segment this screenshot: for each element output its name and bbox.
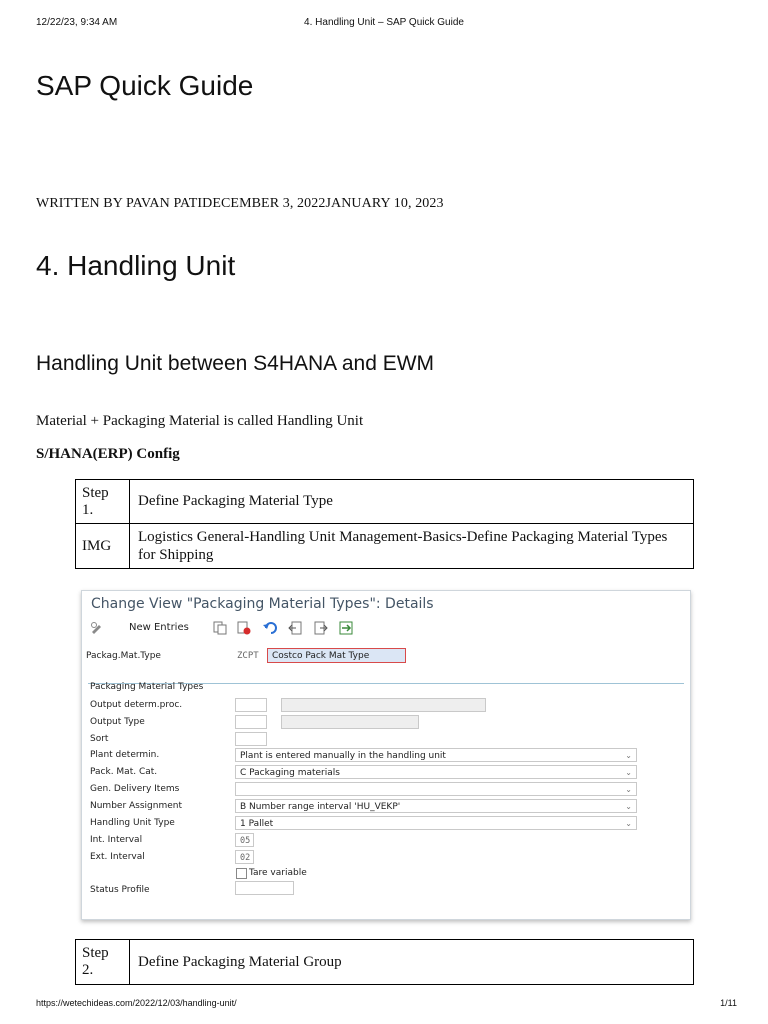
field-label: Int. Interval [90,835,143,845]
number-assignment-select[interactable] [235,799,637,813]
pack-mat-cat-select[interactable] [235,765,637,779]
chevron-down-icon: ⌄ [625,819,632,828]
handling-unit-type-select[interactable] [235,816,637,830]
output-type-desc [281,715,419,729]
img-label-cell: IMG [76,524,130,569]
sort-field[interactable] [235,732,267,746]
copy-icon[interactable] [213,621,227,635]
field-label: Ext. Interval [90,852,145,862]
pack-mat-cat-value: C Packaging materials [240,768,340,778]
sap-toolbar [82,618,690,640]
print-page-number: 1/11 [720,998,737,1008]
chevron-down-icon: ⌄ [625,751,632,760]
new-entries-button[interactable]: New Entries [129,622,189,633]
field-label: Plant determin. [90,750,160,760]
group-title: Packaging Material Types [90,682,204,692]
gen-delivery-items-select[interactable] [235,782,637,796]
output-type-field[interactable] [235,715,267,729]
previous-entry-icon[interactable] [288,621,302,635]
status-profile-field[interactable] [235,881,294,895]
field-label: Gen. Delivery Items [90,784,180,794]
chevron-down-icon: ⌄ [625,802,632,811]
site-title[interactable]: SAP Quick Guide [36,70,254,101]
field-label: Output determ.proc. [90,700,183,710]
field-label: Handling Unit Type [90,818,175,828]
packag-mat-type-desc-field[interactable]: Costco Pack Mat Type [267,648,406,663]
output-determ-proc-desc [281,698,486,712]
step-description-cell: Define Packaging Material Group [130,940,694,985]
field-label: Output Type [90,717,145,727]
img-path-cell: Logistics General-Handling Unit Management-Basics-Define Packaging Material Types for Shipping [130,524,694,569]
print-datetime: 12/22/23, 9:34 AM [36,17,118,28]
step2-table [75,939,694,985]
intro-paragraph: Material + Packaging Material is called Handling Unit [36,413,364,429]
packag-mat-type-code: ZCPT [237,651,259,661]
next-entry-icon[interactable] [314,621,328,635]
table-row [76,480,694,524]
field-label: Number Assignment [90,801,183,811]
tare-variable-checkbox[interactable] [236,868,247,879]
plant-determin-select[interactable] [235,748,637,762]
output-determ-proc-field[interactable] [235,698,267,712]
step-number-cell: Step 2. [76,940,130,985]
config-heading: S/HANA(ERP) Config [36,446,180,462]
section-heading: Handling Unit between S4HANA and EWM [36,352,435,375]
field-label: Sort [90,734,109,744]
transport-icon[interactable] [339,621,353,635]
table-row [76,524,694,569]
packag-mat-type-label: Packag.Mat.Type [86,651,161,661]
chevron-down-icon: ⌄ [625,785,632,794]
plant-determin-value: Plant is entered manually in the handling unit [240,751,446,761]
print-page-title: 4. Handling Unit – SAP Quick Guide [304,17,464,28]
display-change-icon[interactable] [90,621,104,635]
step1-table [75,479,694,569]
int-interval-field[interactable]: 05 [235,833,254,847]
ext-interval-field[interactable]: 02 [235,850,254,864]
undo-icon[interactable] [263,621,277,635]
number-assignment-value: B Number range interval 'HU_VEKP' [240,802,401,812]
tare-variable-label: Tare variable [249,868,307,878]
step-number-cell: Step 1. [76,480,130,524]
table-row [76,940,694,985]
post-title: 4. Handling Unit [36,250,236,281]
sap-screen [81,590,691,920]
sap-screen-title: Change View "Packaging Material Types": Details [91,596,434,612]
field-label: Status Profile [90,885,150,895]
delete-icon[interactable] [237,621,251,635]
print-url: https://wetechideas.com/2022/12/03/handling-unit/ [36,998,237,1008]
chevron-down-icon: ⌄ [625,768,632,777]
field-label: Pack. Mat. Cat. [90,767,158,777]
step-description-cell: Define Packaging Material Type [130,480,694,524]
post-byline: WRITTEN BY PAVAN PATIDECEMBER 3, 2022JANUARY 10, 2023 [36,196,444,211]
handling-unit-type-value: 1 Pallet [240,819,274,829]
